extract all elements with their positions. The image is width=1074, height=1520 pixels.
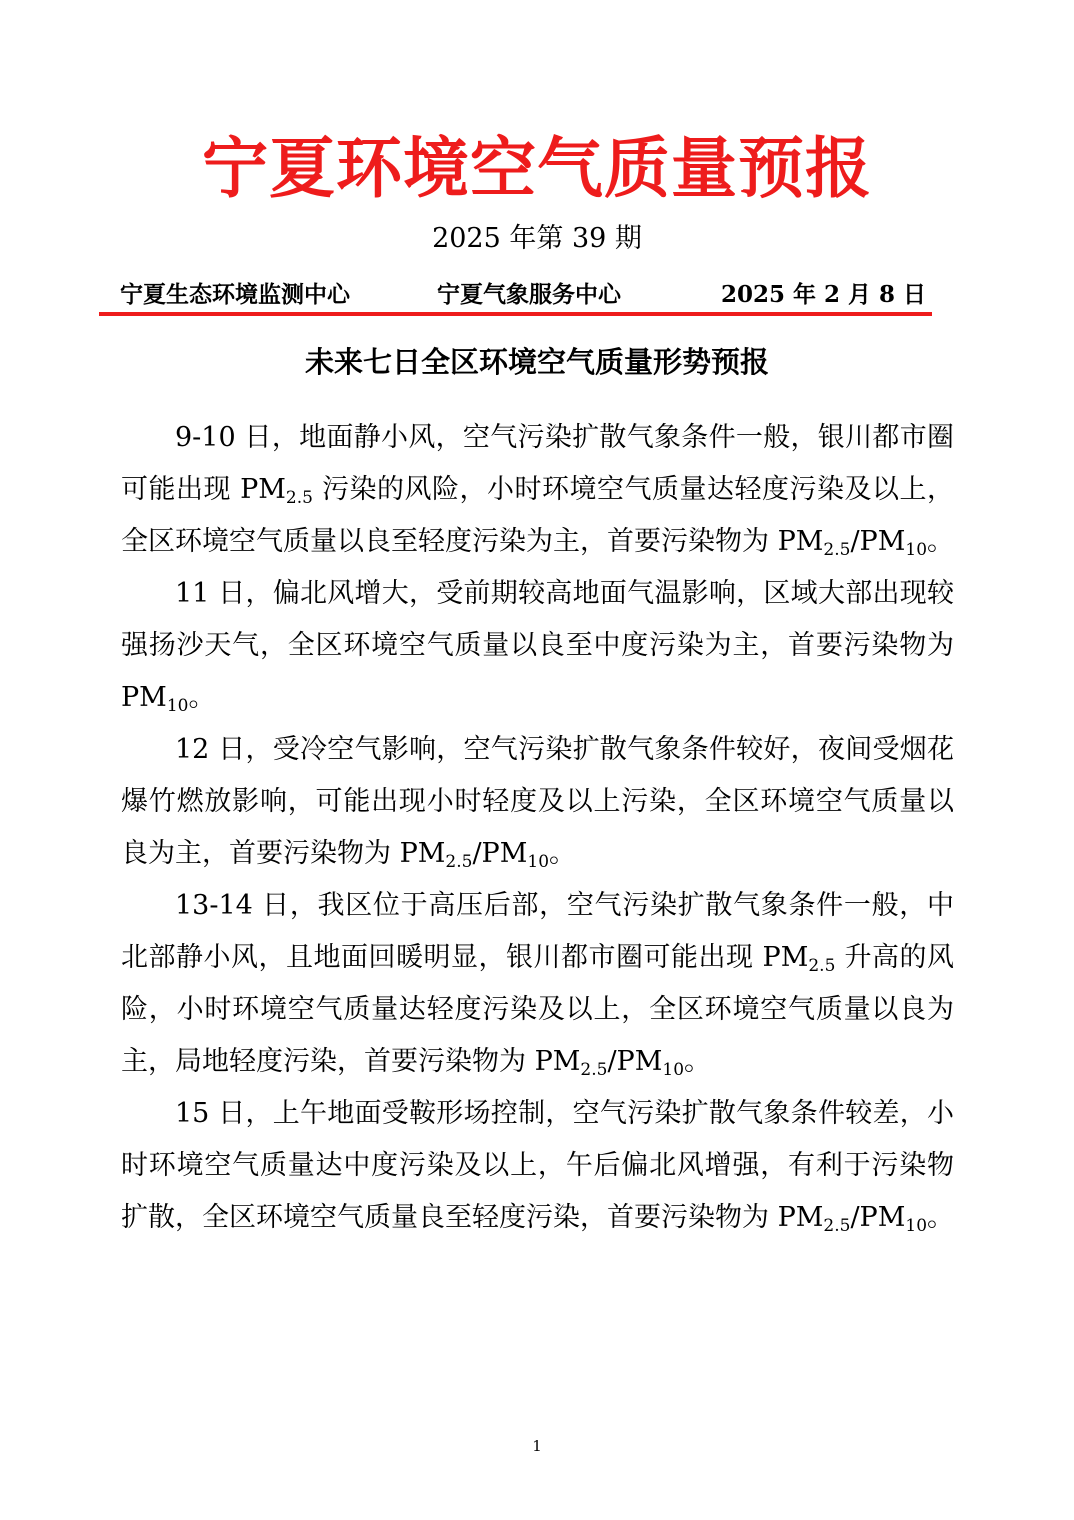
article-title: 未来七日全区环境空气质量形势预报 xyxy=(304,345,769,379)
forecast-paragraph-1 xyxy=(121,412,954,568)
publisher-environment-center: 宁夏生态环境监测中心 xyxy=(120,281,350,308)
article-body xyxy=(121,412,954,1244)
paragraph-text: 11 日，偏北风增大，受前期较高地面气温影响，区域大部出现较强扬沙天气，全区环境空气质量以良至中度污染为主，首要污染物为 PM xyxy=(121,578,954,713)
subscript: 2.5 xyxy=(580,1060,608,1080)
red-divider-rule xyxy=(99,312,932,316)
subscript: 2.5 xyxy=(823,1216,851,1236)
publish-date: 2025 年 2 月 8 日 xyxy=(720,281,926,308)
paragraph-text: /PM xyxy=(850,526,906,557)
forecast-paragraph-2 xyxy=(121,568,954,724)
forecast-paragraph-5 xyxy=(121,1088,954,1244)
forecast-paragraph-4 xyxy=(121,880,954,1088)
paragraph-text: 。 xyxy=(684,1046,712,1077)
subscript: 10 xyxy=(166,696,189,716)
subscript: 10 xyxy=(905,540,928,560)
subscript: 2.5 xyxy=(823,540,851,560)
masthead-title: 宁夏环境空气质量预报 xyxy=(202,129,872,207)
paragraph-text: /PM xyxy=(607,1046,663,1077)
paragraph-text: 15 日，上午地面受鞍形场控制，空气污染扩散气象条件较差，小时环境空气质量达中度污染及以上，午后偏北风增强，有利于污染物扩散，全区环境空气质量良至轻度污染，首要污染物为 PM xyxy=(121,1098,954,1233)
forecast-paragraph-3 xyxy=(121,724,954,880)
subscript: 10 xyxy=(662,1060,685,1080)
paragraph-text: 。 xyxy=(188,682,216,713)
subscript: 2.5 xyxy=(808,956,836,976)
paragraph-text: 9-10 日，地面静小风，空气污染扩散气象条件一般，银川都市圈可能出现 PM xyxy=(121,422,954,505)
publisher-bar xyxy=(120,278,926,312)
paragraph-text: 13-14 日，我区位于高压后部，空气污染扩散气象条件一般，中北部静小风，且地面回暖明显，银川都市圈可能出现 PM xyxy=(121,890,954,973)
subscript: 2.5 xyxy=(445,852,473,872)
issue-number: 2025 年第 39 期 xyxy=(432,223,642,254)
paragraph-text: 。 xyxy=(927,526,955,557)
subscript: 10 xyxy=(527,852,550,872)
paragraph-text: 12 日，受冷空气影响，空气污染扩散气象条件较好，夜间受烟花爆竹燃放影响，可能出现小时轻度及以上污染，全区环境空气质量以良为主，首要污染物为 PM xyxy=(121,734,954,869)
paragraph-text: 。 xyxy=(927,1202,955,1233)
paragraph-text: 。 xyxy=(549,838,577,869)
subscript: 2.5 xyxy=(285,488,313,508)
publisher-meteorology-center: 宁夏气象服务中心 xyxy=(437,281,621,308)
paragraph-text: 污染的风险，小时环境空气质量达轻度污染及以上，全区环境空气质量以良至轻度污染为主，首要污染物为 PM xyxy=(121,474,954,557)
subscript: 10 xyxy=(905,1216,928,1236)
paragraph-text: 升高的风险，小时环境空气质量达轻度污染及以上，全区环境空气质量以良为主，局地轻度污染，首要污染物为 PM xyxy=(121,942,954,1077)
paragraph-text: /PM xyxy=(472,838,528,869)
page-number: 1 xyxy=(532,1437,542,1455)
paragraph-text: /PM xyxy=(850,1202,906,1233)
